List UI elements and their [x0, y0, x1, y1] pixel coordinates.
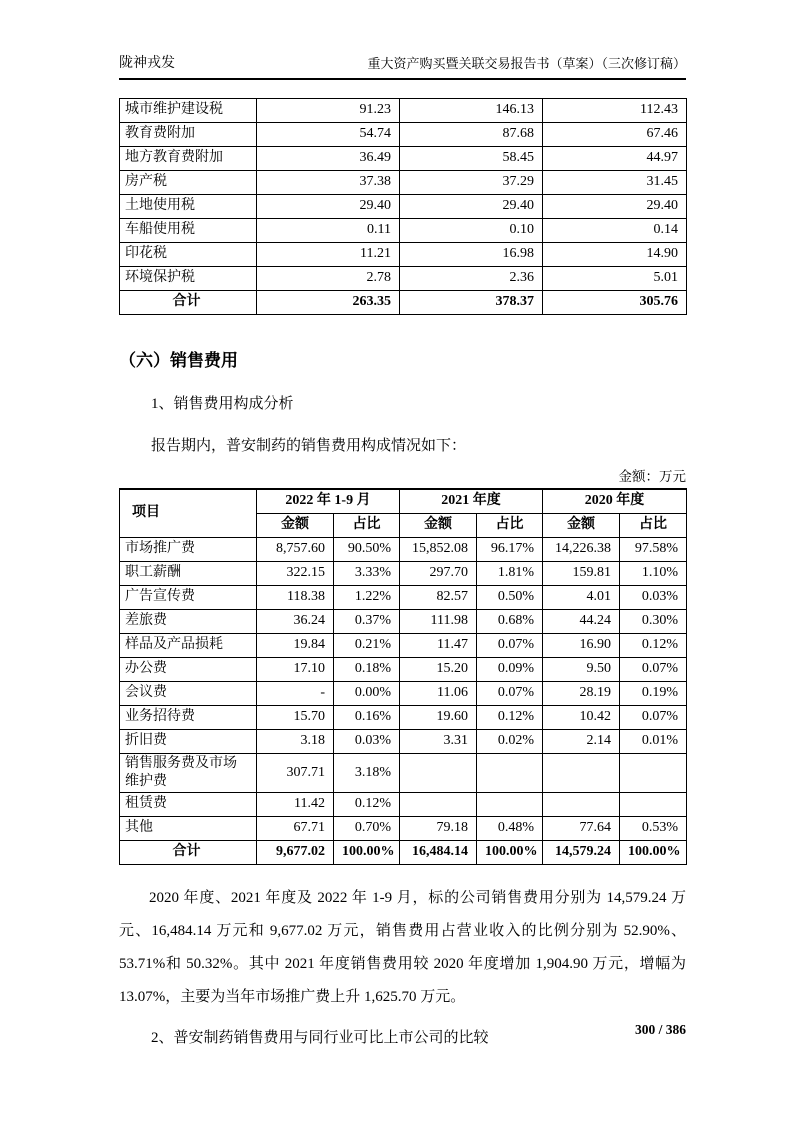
value-cell: 19.84 [257, 633, 334, 657]
expense-table-body [120, 537, 687, 864]
value-cell [400, 792, 477, 816]
value-cell: 0.07% [620, 657, 687, 681]
expense-table [119, 488, 687, 865]
row-label-cell: 印花税 [120, 243, 257, 267]
table-row [120, 729, 687, 753]
table-row [120, 705, 687, 729]
table-row [120, 267, 687, 291]
row-label-cell: 教育费附加 [120, 123, 257, 147]
table-row [120, 219, 687, 243]
value-cell: 67.71 [257, 816, 334, 840]
value-cell: 14,579.24 [543, 840, 620, 864]
row-label-cell: 会议费 [120, 681, 257, 705]
value-cell: 0.02% [477, 729, 543, 753]
intro-text: 报告期内，普安制药的销售费用构成情况如下： [151, 438, 467, 454]
value-cell: 16.98 [400, 243, 543, 267]
value-cell: 37.29 [400, 171, 543, 195]
value-cell: 307.71 [257, 753, 334, 792]
value-cell: 322.15 [257, 561, 334, 585]
table-row [120, 633, 687, 657]
value-cell: 0.12% [477, 705, 543, 729]
value-cell: 29.40 [257, 195, 400, 219]
value-cell: - [257, 681, 334, 705]
value-cell: 10.42 [543, 705, 620, 729]
value-cell: 0.70% [334, 816, 400, 840]
row-label-cell: 车船使用税 [120, 219, 257, 243]
value-cell: 1.22% [334, 585, 400, 609]
value-cell: 15,852.08 [400, 537, 477, 561]
row-label-cell: 折旧费 [120, 729, 257, 753]
row-label-cell: 差旅费 [120, 609, 257, 633]
table-row [120, 291, 687, 315]
tax-table [119, 98, 687, 315]
col-header-ratio-2022: 占比 [334, 513, 400, 537]
value-cell: 4.01 [543, 585, 620, 609]
value-cell: 0.18% [334, 657, 400, 681]
value-cell: 82.57 [400, 585, 477, 609]
value-cell [620, 753, 687, 792]
sub-item-1: 1、销售费用构成分析 [151, 396, 294, 412]
value-cell [477, 753, 543, 792]
value-cell: 0.03% [334, 729, 400, 753]
value-cell: 0.37% [334, 609, 400, 633]
value-cell: 111.98 [400, 609, 477, 633]
value-cell: 91.23 [257, 99, 400, 123]
header-document-title: 重大资产购买暨关联交易报告书（草案）（三次修订稿） [367, 56, 686, 71]
page-header [119, 52, 686, 80]
value-cell: 96.17% [477, 537, 543, 561]
value-cell [620, 792, 687, 816]
value-cell: 297.70 [400, 561, 477, 585]
value-cell: 87.68 [400, 123, 543, 147]
value-cell: 0.07% [477, 681, 543, 705]
value-cell: 118.38 [257, 585, 334, 609]
row-label-cell: 业务招待费 [120, 705, 257, 729]
value-cell: 146.13 [400, 99, 543, 123]
value-cell: 0.09% [477, 657, 543, 681]
value-cell: 0.07% [477, 633, 543, 657]
value-cell: 37.38 [257, 171, 400, 195]
value-cell: 0.30% [620, 609, 687, 633]
value-cell: 58.45 [400, 147, 543, 171]
value-cell: 14,226.38 [543, 537, 620, 561]
table-row [120, 561, 687, 585]
table-header-row [120, 489, 687, 513]
value-cell: 2.36 [400, 267, 543, 291]
value-cell: 29.40 [400, 195, 543, 219]
value-cell: 0.07% [620, 705, 687, 729]
col-header-amount-2020: 金额 [543, 513, 620, 537]
value-cell: 2.14 [543, 729, 620, 753]
expense-table-header [120, 489, 687, 537]
value-cell: 0.48% [477, 816, 543, 840]
value-cell: 79.18 [400, 816, 477, 840]
value-cell: 0.50% [477, 585, 543, 609]
value-cell: 0.14 [543, 219, 687, 243]
value-cell: 0.10 [400, 219, 543, 243]
value-cell: 36.49 [257, 147, 400, 171]
value-cell: 11.21 [257, 243, 400, 267]
value-cell: 378.37 [400, 291, 543, 315]
value-cell: 0.19% [620, 681, 687, 705]
value-cell: 67.46 [543, 123, 687, 147]
row-label-cell: 其他 [120, 816, 257, 840]
value-cell: 44.24 [543, 609, 620, 633]
sub-item-2: 2、普安制药销售费用与同行业可比上市公司的比较 [151, 1029, 489, 1046]
value-cell: 90.50% [334, 537, 400, 561]
row-label-cell: 办公费 [120, 657, 257, 681]
col-header-ratio-2021: 占比 [477, 513, 543, 537]
table-row [120, 792, 687, 816]
table-row [120, 243, 687, 267]
value-cell: 29.40 [543, 195, 687, 219]
value-cell: 54.74 [257, 123, 400, 147]
value-cell: 100.00% [620, 840, 687, 864]
value-cell: 0.53% [620, 816, 687, 840]
value-cell: 9.50 [543, 657, 620, 681]
value-cell: 0.12% [334, 792, 400, 816]
table-row [120, 657, 687, 681]
row-label-cell: 城市维护建设税 [120, 99, 257, 123]
analysis-paragraph: 2020 年度、2021 年度及 2022 年 1-9 月，标的公司销售费用分别为 14,579.24 万元、16,484.14 万元和 9,677.02 万元，销售费用占营业收入的比例分别为 52.90%、53.71%和 50.32%。其中 2021 年度销售费用较 2020 年度增加 1,904.90 万元，增幅为 13.07%，主要为当年市场推广费上升 1,625.70 万元。 [119, 889, 686, 1005]
value-cell: 16.90 [543, 633, 620, 657]
table-row [120, 753, 687, 792]
value-cell: 0.00% [334, 681, 400, 705]
value-cell: 0.21% [334, 633, 400, 657]
value-cell: 28.19 [543, 681, 620, 705]
tax-table-body [120, 99, 687, 315]
table-row [120, 681, 687, 705]
unit-note: 金额：万元 [618, 469, 686, 484]
table-row [120, 816, 687, 840]
col-header-ratio-2020: 占比 [620, 513, 687, 537]
value-cell: 77.64 [543, 816, 620, 840]
value-cell: 112.43 [543, 99, 687, 123]
value-cell: 3.33% [334, 561, 400, 585]
value-cell: 3.18 [257, 729, 334, 753]
value-cell [543, 753, 620, 792]
value-cell: 11.42 [257, 792, 334, 816]
row-label-cell: 销售服务费及市场维护费 [120, 753, 257, 792]
value-cell: 11.47 [400, 633, 477, 657]
value-cell: 100.00% [477, 840, 543, 864]
row-label-cell: 广告宣传费 [120, 585, 257, 609]
row-label-cell: 合计 [120, 840, 257, 864]
value-cell: 15.70 [257, 705, 334, 729]
value-cell: 5.01 [543, 267, 687, 291]
value-cell: 3.18% [334, 753, 400, 792]
col-header-period-2022: 2022 年 1-9 月 [257, 489, 400, 513]
row-label-cell: 房产税 [120, 171, 257, 195]
value-cell: 19.60 [400, 705, 477, 729]
value-cell: 100.00% [334, 840, 400, 864]
value-cell: 1.10% [620, 561, 687, 585]
value-cell: 2.78 [257, 267, 400, 291]
value-cell: 31.45 [543, 171, 687, 195]
row-label-cell: 地方教育费附加 [120, 147, 257, 171]
value-cell: 263.35 [257, 291, 400, 315]
col-header-period-2021: 2021 年度 [400, 489, 543, 513]
row-label-cell: 土地使用税 [120, 195, 257, 219]
value-cell: 1.81% [477, 561, 543, 585]
col-header-amount-2022: 金额 [257, 513, 334, 537]
table-row [120, 99, 687, 123]
value-cell: 16,484.14 [400, 840, 477, 864]
value-cell [477, 792, 543, 816]
table-row [120, 123, 687, 147]
table-row [120, 171, 687, 195]
value-cell: 9,677.02 [257, 840, 334, 864]
value-cell: 15.20 [400, 657, 477, 681]
value-cell: 305.76 [543, 291, 687, 315]
value-cell: 0.16% [334, 705, 400, 729]
header-company-name: 陇神戎发 [119, 56, 175, 71]
table-row [120, 147, 687, 171]
section-heading: （六）销售费用 [119, 351, 238, 370]
table-row [120, 609, 687, 633]
value-cell [543, 792, 620, 816]
table-row [120, 840, 687, 864]
value-cell [400, 753, 477, 792]
table-row [120, 585, 687, 609]
col-header-item: 项目 [120, 489, 257, 537]
row-label-cell: 环境保护税 [120, 267, 257, 291]
value-cell: 0.11 [257, 219, 400, 243]
row-label-cell: 租赁费 [120, 792, 257, 816]
value-cell: 14.90 [543, 243, 687, 267]
value-cell: 159.81 [543, 561, 620, 585]
col-header-period-2020: 2020 年度 [543, 489, 687, 513]
page-number: 300 / 386 [634, 1022, 686, 1037]
value-cell: 0.12% [620, 633, 687, 657]
value-cell: 0.03% [620, 585, 687, 609]
row-label-cell: 职工薪酬 [120, 561, 257, 585]
row-label-cell: 样品及产品损耗 [120, 633, 257, 657]
value-cell: 11.06 [400, 681, 477, 705]
value-cell: 3.31 [400, 729, 477, 753]
table-row [120, 537, 687, 561]
row-label-cell: 合计 [120, 291, 257, 315]
value-cell: 0.01% [620, 729, 687, 753]
value-cell: 8,757.60 [257, 537, 334, 561]
value-cell: 36.24 [257, 609, 334, 633]
value-cell: 0.68% [477, 609, 543, 633]
row-label-cell: 市场推广费 [120, 537, 257, 561]
table-row [120, 195, 687, 219]
value-cell: 44.97 [543, 147, 687, 171]
value-cell: 17.10 [257, 657, 334, 681]
value-cell: 97.58% [620, 537, 687, 561]
col-header-amount-2021: 金额 [400, 513, 477, 537]
